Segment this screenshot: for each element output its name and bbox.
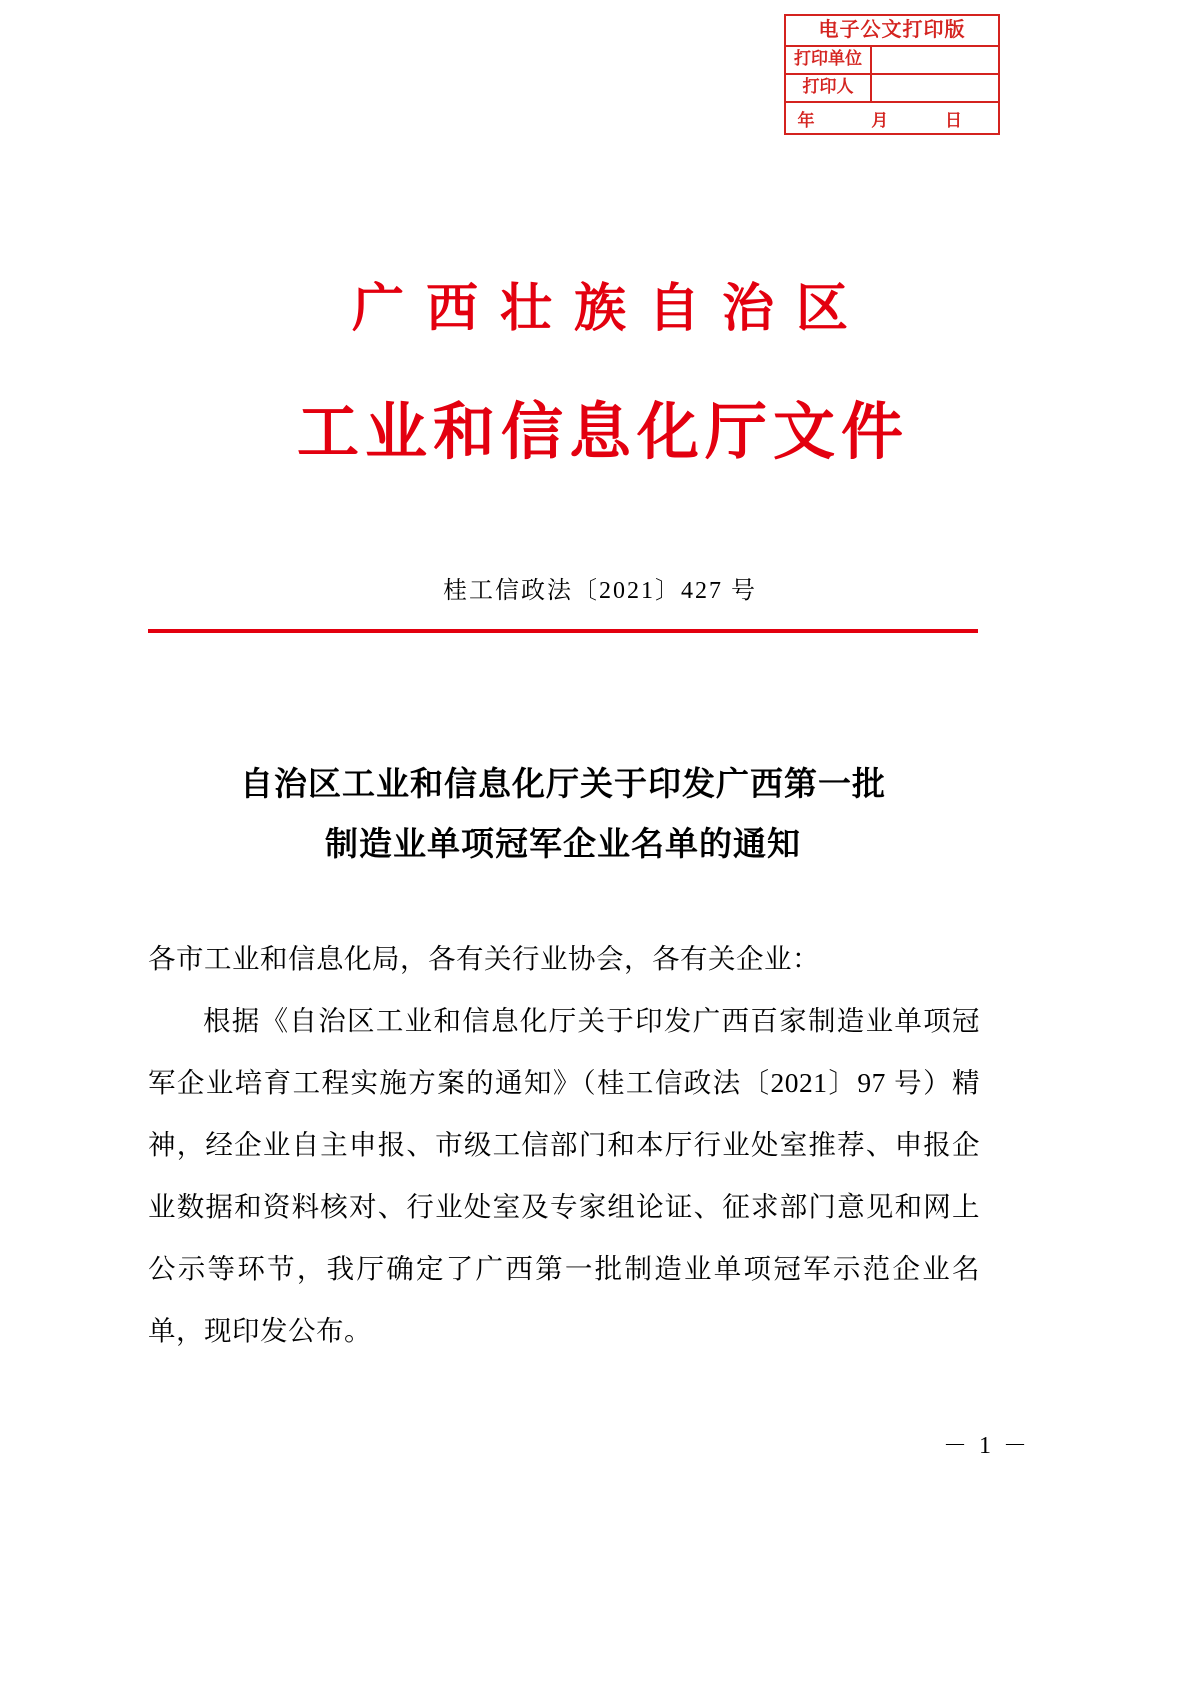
body-paragraph-1: 根据《自治区工业和信息化厅关于印发广西百家制造业单项冠军企业培育工程实施方案的通知》（桂工信政法〔2021〕97 号）精神，经企业自主申报、市级工信部门和本厅行业处室推荐、申报企业数据和资料核对、行业处室及专家组论证、征求部门意见和网上公示等环节，我厅确定了广西第一批制造业单项冠军示范企业名单，现印发公布。	[148, 1005, 980, 1346]
masthead-region-name: 广西壮族自治区	[351, 281, 870, 338]
print-stamp-row-person	[786, 75, 998, 103]
document-number: 桂工信政法〔2021〕427 号	[443, 578, 757, 604]
document-body	[148, 928, 980, 1362]
body-salutation: 各市工业和信息化局，各有关行业协会，各有关企业：	[148, 943, 820, 974]
print-stamp-row-unit	[786, 47, 998, 75]
page-title-line1: 自治区工业和信息化厅关于印发广西第一批	[240, 767, 886, 803]
masthead-department-name: 工业和信息化厅文件	[296, 398, 909, 467]
print-person-value	[872, 75, 998, 101]
page-title-line2: 制造业单项冠军企业名单的通知	[325, 827, 801, 863]
print-person-label: 打印人	[786, 75, 872, 101]
print-stamp-box	[784, 14, 1000, 135]
page-number: － 1 －	[943, 1433, 1030, 1459]
page-title	[148, 755, 978, 875]
red-divider-rule	[148, 629, 978, 633]
print-unit-value	[872, 47, 998, 73]
print-date-line: 年 月 日	[797, 110, 988, 130]
masthead	[0, 280, 1200, 469]
print-unit-label: 打印单位	[786, 47, 872, 73]
print-stamp-title: 电子公文打印版	[786, 16, 998, 47]
